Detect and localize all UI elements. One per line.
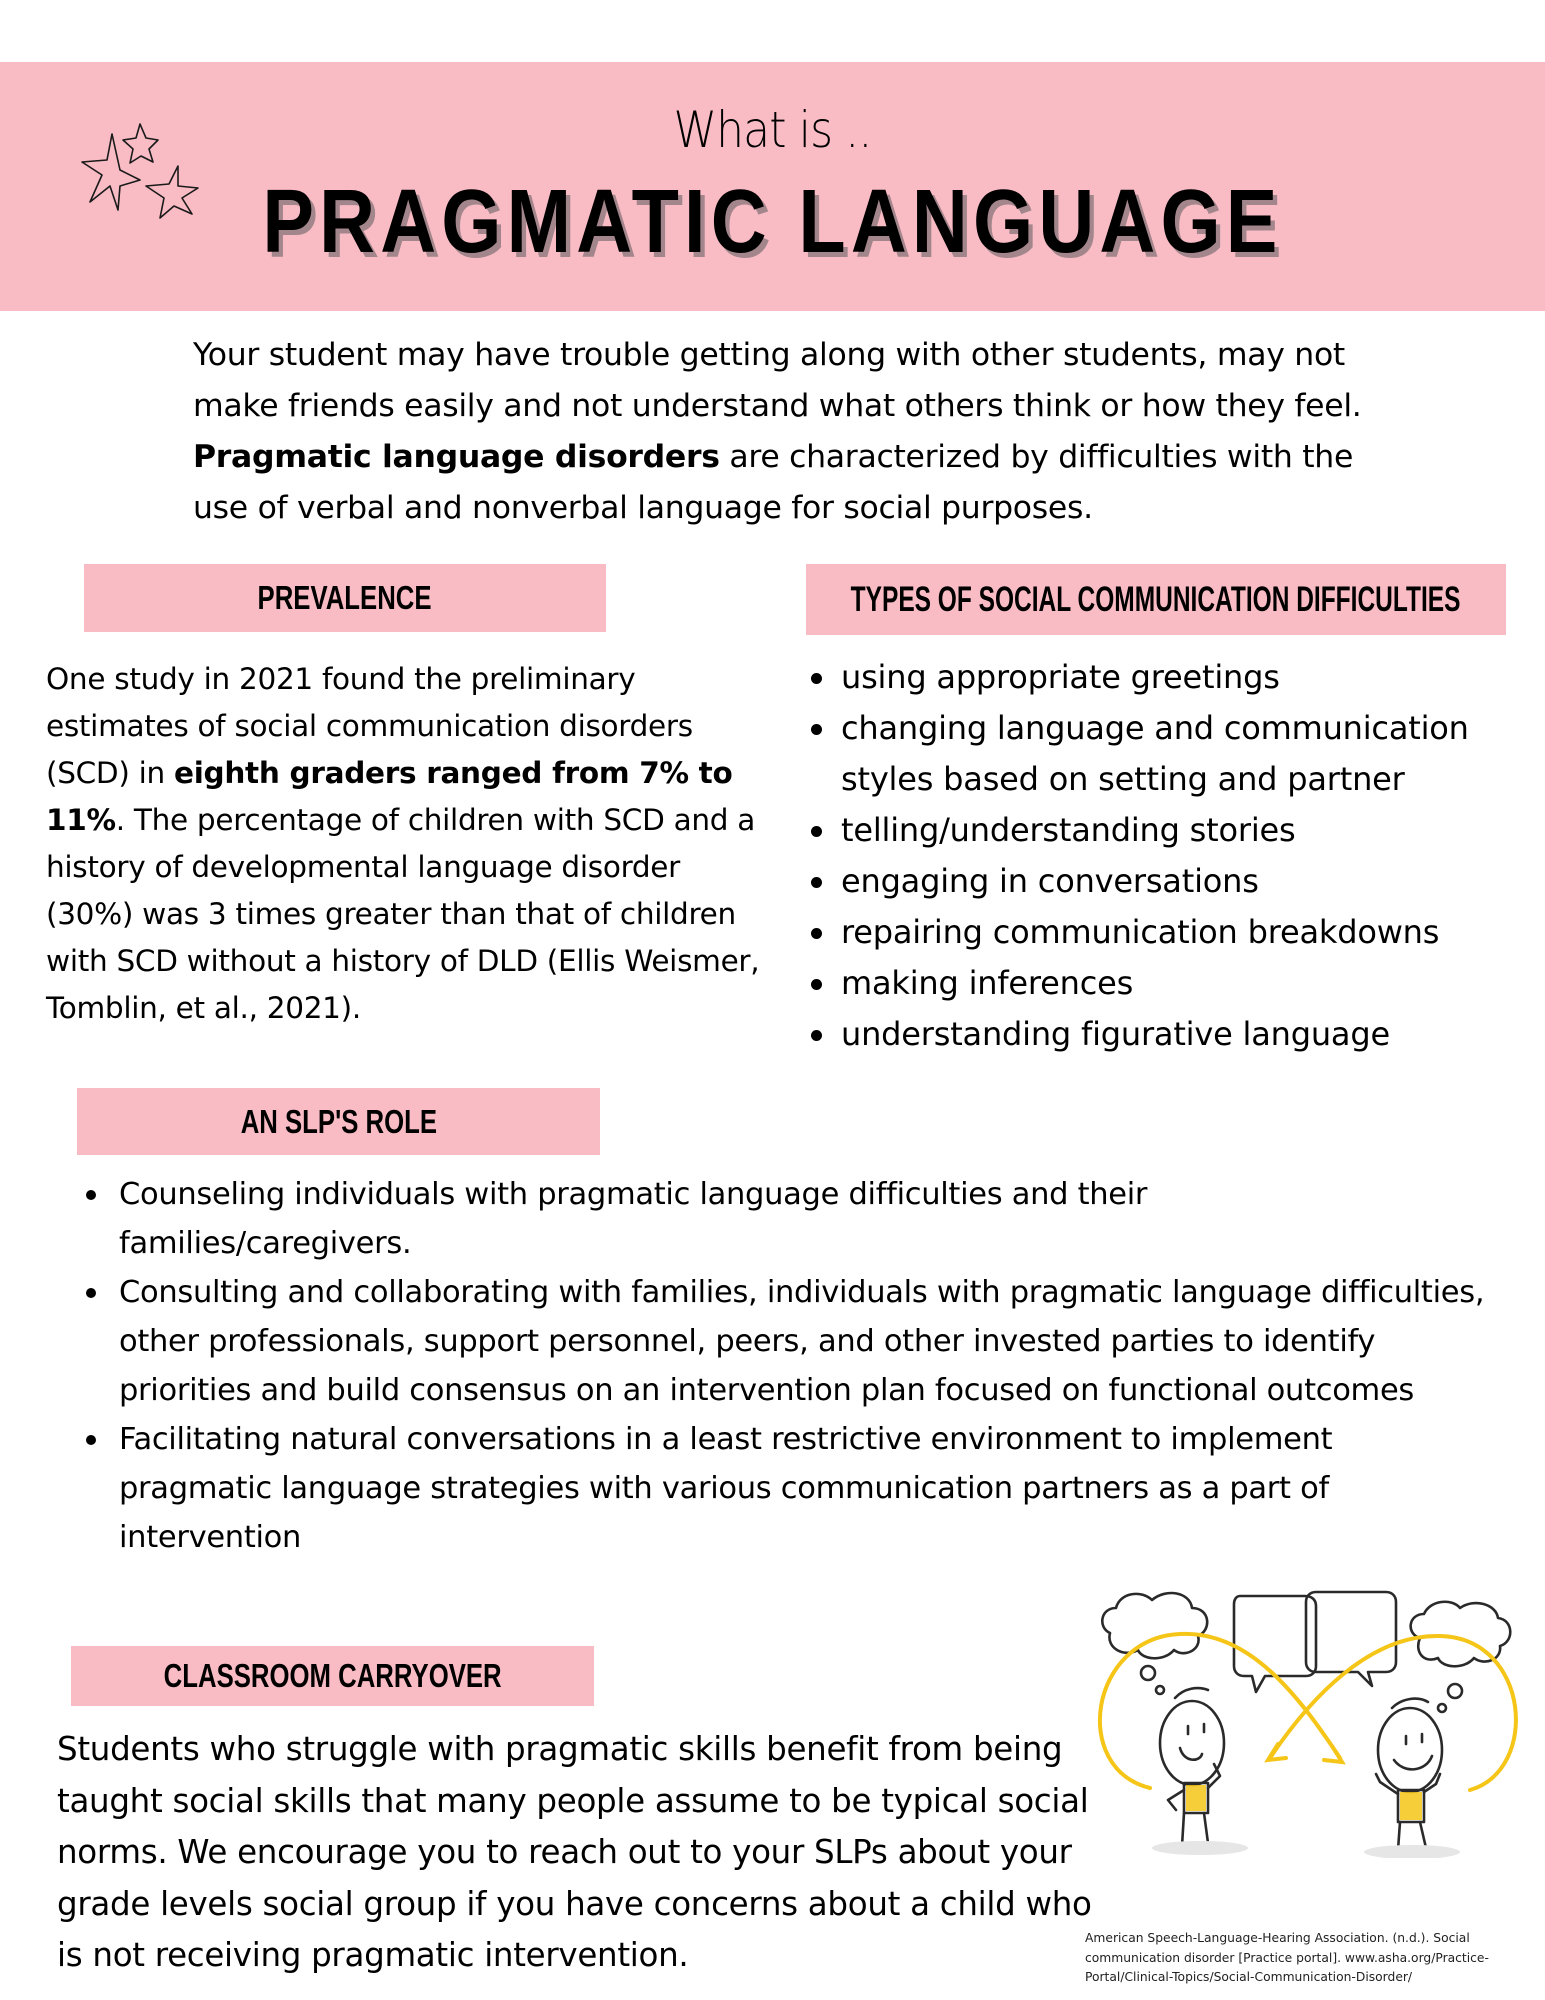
section-label-text: CLASSROOM CARRYOVER [163, 1657, 502, 1694]
section-label-slp-role [77, 1088, 600, 1155]
section-label-text: AN SLP'S ROLE [240, 1102, 437, 1140]
prevalence-text: One study in 2021 found the preliminary estimates of social communication disorders (SCD) in [46, 662, 693, 790]
prevalence-paragraph [46, 656, 766, 1032]
section-label-types [806, 564, 1506, 635]
list-item: using appropriate greetings [806, 652, 1526, 703]
list-item: Counseling individuals with pragmatic language difficulties and their families/caregivers. [80, 1170, 1239, 1268]
page-subtitle: What is .. [673, 101, 872, 159]
intro-paragraph [193, 330, 1373, 534]
list-item: changing language and communication styles based on setting and partner [806, 703, 1526, 805]
intro-text: Your student may have trouble getting along with other students, may not make friends easily and not understand what others think or how they feel. [193, 337, 1362, 424]
intro-text-end: are characterized by difficulties with the use of verbal and nonverbal language for social purposes. [193, 439, 1354, 526]
section-label-text: PREVALENCE [257, 579, 433, 616]
prevalence-bold-stat: eighth graders ranged from 7% to 11% [46, 756, 733, 837]
citation: American Speech-Language-Hearing Association. (n.d.). Social communication disorder [Practice portal]. www.asha.org/Practice-Portal/Clinical-Topics/Social-Communication-Disorder/ [1085, 1931, 1489, 1984]
section-label-text: TYPES OF SOCIAL COMMUNICATION DIFFICULTIES [851, 579, 1461, 619]
section-label-prevalence [84, 564, 606, 632]
page-title: PRAGMATIC LANGUAGE [262, 172, 1283, 272]
types-list [806, 652, 1526, 1060]
list-item: telling/understanding stories [806, 805, 1526, 856]
two-people-conversation-icon [1080, 1578, 1530, 1858]
list-item: engaging in conversations [806, 856, 1526, 907]
slp-role-list [80, 1170, 1485, 1562]
list-item: repairing communication breakdowns [806, 907, 1526, 958]
list-item: understanding figurative language [806, 1009, 1526, 1060]
section-label-classroom [71, 1646, 594, 1706]
list-item: Consulting and collaborating with families, individuals with pragmatic language difficulties, other professionals, support personnel, peers, and other invested parties to identify priorities and build consensus on an intervention plan focused on functional outcomes [80, 1268, 1489, 1415]
list-item: making inferences [806, 958, 1526, 1009]
list-item: Facilitating natural conversations in a least restrictive environment to implement pragmatic language strategies with various communication partners as a part of intervention [80, 1415, 1419, 1562]
classroom-paragraph: Students who struggle with pragmatic skills benefit from being taught social skills that many people assume to be typical social norms. We encourage you to reach out to your SLPs about your grade levels social group if you have concerns about a child who is not receiving pragmatic intervention. [57, 1730, 1092, 1974]
prevalence-text-end: . The percentage of children with SCD and a history of developmental language disorder (30%) was 3 times greater than that of children with SCD without a history of DLD (Ellis Weismer, Tomblin, et al., 2021). [46, 803, 760, 1025]
intro-bold-term: Pragmatic language disorders [193, 439, 720, 475]
